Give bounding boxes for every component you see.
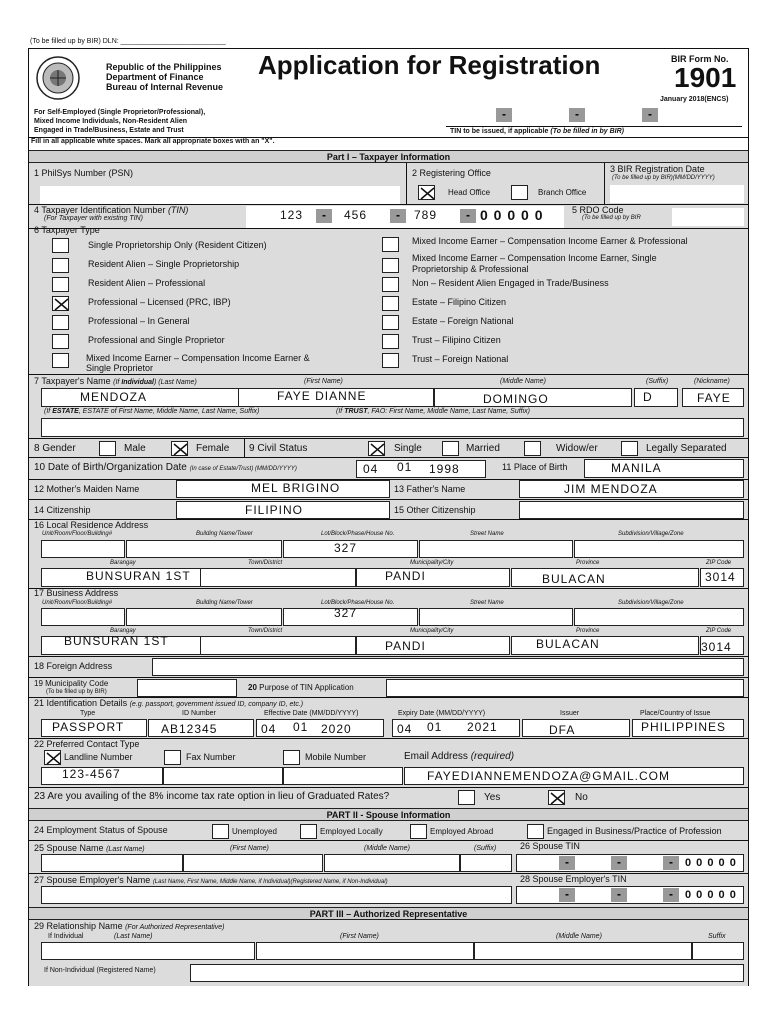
psn-input[interactable] <box>40 186 400 204</box>
employed-abroad-checkbox[interactable] <box>410 824 427 839</box>
type-checkbox-6[interactable] <box>52 334 69 349</box>
spouse-employer-label: 27 Spouse Employer's Name (Last Name, First Name, Middle Name, if Individual)(Registered Name, if Non-Individual) <box>34 875 388 885</box>
tin-part-1: 123 <box>280 208 304 222</box>
bus-city-field[interactable] <box>356 636 510 655</box>
other-citizenship-field[interactable] <box>519 501 744 519</box>
employed-abroad-label: Employed Abroad <box>430 827 494 836</box>
dob-year: 1998 <box>429 462 460 476</box>
mother-value: MEL BRIGINO <box>251 481 341 495</box>
bus-subdivision-field[interactable] <box>574 608 744 626</box>
last-name-value: MENDOZA <box>80 390 147 404</box>
tin-part-3: 789 <box>414 208 438 222</box>
rdo-note: (To be filled up by BIR <box>582 215 641 221</box>
foreign-address-field[interactable] <box>152 658 744 676</box>
q23-yes-label: Yes <box>484 792 501 803</box>
if-individual-caption: If Individual <box>48 933 84 940</box>
local-unit-field[interactable] <box>41 540 125 558</box>
first-name-caption: (First Name) <box>304 378 343 385</box>
municipality-code-field[interactable] <box>137 679 237 697</box>
local-barangay-field[interactable] <box>41 568 201 587</box>
bus-col-lot: Lot/Block/Phase/House No. <box>321 600 395 606</box>
psn-label: 1 PhilSys Number (PSN) <box>34 168 134 178</box>
id-col-place: Place/Country of Issue <box>640 710 711 717</box>
father-field[interactable] <box>519 480 744 498</box>
rep-registered-name-field[interactable] <box>190 964 744 982</box>
spouse-middle-field[interactable] <box>324 854 460 872</box>
type-label-r2b: Proprietorship & Professional <box>412 264 529 274</box>
id-details-label: 21 Identification Details (e.g. passport, government issued ID, company ID, etc.) <box>34 698 304 708</box>
form-date: January 2018(ENCS) <box>660 96 729 103</box>
bus-lot-value: 327 <box>334 606 358 620</box>
type-checkbox-r5[interactable] <box>382 315 399 330</box>
type-checkbox-7[interactable] <box>52 353 69 368</box>
relationship-label: 29 Relationship Name (For Authorized Representative) <box>34 921 225 931</box>
business-label: Engaged in Business/Practice of Profession <box>547 826 722 836</box>
spouse-employer-tin-branch: 0 0 0 0 0 <box>685 889 737 901</box>
bus-zip-value: 3014 <box>701 640 732 654</box>
father-label: 13 Father's Name <box>394 484 466 494</box>
unemployed-label: Unemployed <box>232 827 277 836</box>
middle-name-field[interactable] <box>434 388 632 407</box>
municipality-code-note: (To be filled up by BIR) <box>46 689 107 695</box>
estate-note: (If ESTATE, ESTATE of First Name, Middle Name, Last Name, Suffix) <box>44 408 260 415</box>
type-checkbox-4-checked[interactable] <box>52 296 69 311</box>
q23-yes-checkbox[interactable] <box>458 790 475 805</box>
spouse-employer-field[interactable] <box>41 886 512 904</box>
rdo-label: 5 RDO Code <box>572 205 624 215</box>
dob-field[interactable] <box>356 460 486 478</box>
spouse-first-field[interactable] <box>183 854 323 872</box>
q23-label: 23 Are you availing of the 8% income tax rate option in lieu of Graduated Rates? <box>34 791 390 802</box>
widower-label: Widow/er <box>556 443 598 454</box>
bus-street-field[interactable] <box>419 608 573 626</box>
nickname-caption: (Nickname) <box>694 378 730 385</box>
other-citizenship-label: 15 Other Citizenship <box>394 505 476 515</box>
bus-col-province: Province <box>576 628 600 634</box>
branch-office-label: Branch Office <box>538 188 587 197</box>
municipality-code-label: 19 Municipality Code <box>34 679 109 688</box>
local-address-label: 16 Local Residence Address <box>34 520 149 530</box>
non-individual-caption: If Non-Individual (Registered Name) <box>44 967 156 974</box>
local-col-unit: Unit/Room/Floor/Building# <box>42 531 113 537</box>
bus-col-city: Municipality/City <box>410 628 454 634</box>
bus-unit-field[interactable] <box>41 608 125 626</box>
type-checkbox-r4[interactable] <box>382 296 399 311</box>
id-expiry-month: 04 <box>397 722 413 736</box>
local-zip-value: 3014 <box>705 570 736 584</box>
id-issuer-field[interactable] <box>522 719 630 737</box>
dob-label: 10 Date of Birth/Organization Date (In case of Estate/Trust) (MM/DD/YYYY) <box>34 462 297 473</box>
bus-province-field[interactable] <box>511 636 699 655</box>
name-label: 7 Taxpayer's Name (If Individual) (Last Name) <box>34 376 197 386</box>
dln-line: (To be filled up by BIR) DLN: ___________________________ <box>30 38 226 45</box>
local-col-town: Town/District <box>248 560 283 566</box>
q23-no-checkbox[interactable] <box>548 790 565 805</box>
dob-day: 01 <box>397 460 413 474</box>
local-col-province: Province <box>576 560 600 566</box>
email-label: Email Address (required) <box>404 751 515 762</box>
spouse-first-caption: (First Name) <box>230 845 269 852</box>
spouse-last-field[interactable] <box>41 854 183 872</box>
bus-col-town: Town/District <box>248 628 283 634</box>
bus-col-subdivision: Subdivision/Village/Zone <box>618 600 684 606</box>
local-col-city: Municipality/City <box>410 560 454 566</box>
spouse-middle-caption: (Middle Name) <box>364 845 410 852</box>
local-col-barangay: Barangay <box>110 560 136 566</box>
id-effective-day: 01 <box>293 720 309 734</box>
type-label-3: Resident Alien – Professional <box>88 278 206 288</box>
spouse-tin-label: 26 Spouse TIN <box>520 841 580 851</box>
middle-name-value: DOMINGO <box>483 392 549 406</box>
local-province-field[interactable] <box>511 568 699 587</box>
bus-barangay-field[interactable] <box>41 636 201 655</box>
form-number: 1901 <box>674 62 737 93</box>
type-label-r3: Non – Resident Alien Engaged in Trade/Business <box>412 278 609 288</box>
rep-middle-caption: (Middle Name) <box>556 933 602 940</box>
instruction-text: Fill in all applicable white spaces. Mark all appropriate boxes with an "X". <box>31 138 275 145</box>
email-value: FAYEDIANNEMENDOZA@GMAIL.COM <box>427 769 670 783</box>
fax-label: Fax Number <box>186 752 236 762</box>
applicant-line-3: Engaged in Trade/Business, Estate and Trust <box>34 127 184 134</box>
local-col-building: Building Name/Tower <box>196 531 253 537</box>
nickname-field[interactable] <box>682 388 744 407</box>
suffix-caption: (Suffix) <box>646 378 669 385</box>
bus-city-value: PANDI <box>385 639 426 653</box>
mother-label: 12 Mother's Maiden Name <box>34 484 140 494</box>
nickname-value: FAYE <box>697 391 731 405</box>
rep-first-caption: (First Name) <box>340 933 379 940</box>
local-city-value: PANDI <box>385 569 426 583</box>
republic-text: Republic of the Philippines <box>106 62 222 72</box>
type-label-r4: Estate – Filipino Citizen <box>412 297 507 307</box>
id-number-value: AB12345 <box>161 722 218 736</box>
last-name-field[interactable] <box>41 388 239 407</box>
spouse-employer-tin-field[interactable]: - - - 0 0 0 0 0 <box>516 886 744 904</box>
tin-to-issue-boxes: - - - <box>446 106 742 127</box>
type-checkbox-r3[interactable] <box>382 277 399 292</box>
married-label: Married <box>466 443 500 454</box>
pob-label: 11 Place of Birth <box>502 462 568 472</box>
id-col-issuer: Issuer <box>560 710 580 717</box>
local-col-zip: ZIP Code <box>706 560 732 566</box>
local-barangay-value: BUNSURAN 1ST <box>86 569 191 583</box>
foreign-address-label: 18 Foreign Address <box>34 661 113 671</box>
married-checkbox[interactable] <box>442 441 459 456</box>
single-label: Single <box>394 443 422 454</box>
id-number-field[interactable] <box>148 719 254 737</box>
bus-province-value: BULACAN <box>536 637 600 651</box>
type-label-5: Professional – In General <box>88 316 190 326</box>
registration-date-label: 3 BIR Registration Date <box>610 164 705 174</box>
mobile-label: Mobile Number <box>305 752 367 762</box>
department-text: Department of Finance <box>106 72 204 82</box>
business-address-label: 17 Business Address <box>34 588 119 598</box>
local-zip-field[interactable] <box>700 568 744 587</box>
part1-header: Part I – Taxpayer Information <box>29 150 748 163</box>
q23-no-label: No <box>575 792 588 803</box>
business-checkbox[interactable] <box>527 824 544 839</box>
male-label: Male <box>124 443 146 454</box>
type-label-7b: Single Proprietor <box>86 363 154 373</box>
part2-header: PART II - Spouse Information <box>29 808 748 821</box>
purpose-field[interactable] <box>386 679 744 697</box>
bus-col-barangay: Barangay <box>110 628 136 634</box>
rep-last-caption: (Last Name) <box>114 933 153 940</box>
landline-field[interactable] <box>41 767 163 785</box>
widower-checkbox[interactable] <box>524 441 541 456</box>
id-place-field[interactable] <box>632 719 744 737</box>
type-label-r1: Mixed Income Earner – Compensation Income Earner & Professional <box>412 236 688 246</box>
bus-barangay-value: BUNSURAN 1ST <box>64 634 169 648</box>
id-type-field[interactable] <box>41 719 147 737</box>
type-label-4: Professional – Licensed (PRC, IBP) <box>88 297 231 307</box>
bus-col-street: Street Name <box>470 600 504 606</box>
father-value: JIM MENDOZA <box>564 482 658 496</box>
fax-checkbox[interactable] <box>164 750 181 765</box>
rep-suffix-field[interactable] <box>692 942 744 960</box>
local-street-field[interactable] <box>419 540 573 558</box>
type-checkbox-3[interactable] <box>52 277 69 292</box>
part3-header: PART III – Authorized Representative <box>29 907 748 920</box>
mobile-field[interactable] <box>283 767 403 785</box>
mother-field[interactable] <box>176 480 390 498</box>
fax-field[interactable] <box>163 767 283 785</box>
spouse-name-label: 25 Spouse Name (Last Name) <box>34 843 145 853</box>
applicant-line-2: Mixed Income Individuals, Non-Resident Alien <box>34 118 187 125</box>
local-building-field[interactable] <box>126 540 282 558</box>
id-effective-month: 04 <box>261 722 277 736</box>
male-checkbox[interactable] <box>99 441 116 456</box>
local-lot-value: 327 <box>334 541 358 555</box>
spouse-employment-label: 24 Employment Status of Spouse <box>34 825 168 835</box>
type-label-1: Single Proprietorship Only (Resident Citizen) <box>88 240 267 250</box>
first-name-field[interactable] <box>238 388 434 407</box>
local-col-subdivision: Subdivision/Village/Zone <box>618 531 684 537</box>
local-city-field[interactable] <box>356 568 510 587</box>
id-expiry-year: 2021 <box>467 720 498 734</box>
type-label-r5: Estate – Foreign National <box>412 316 514 326</box>
bus-col-building: Building Name/Tower <box>196 600 253 606</box>
unemployed-checkbox[interactable] <box>212 824 229 839</box>
first-name-value: FAYE DIANNE <box>277 389 367 403</box>
tin-label: 4 Taxpayer Identification Number (TIN) <box>34 205 189 215</box>
bir-seal-icon <box>36 56 80 100</box>
id-col-type: Type <box>80 710 96 717</box>
registering-office-label: 2 Registering Office <box>412 168 491 178</box>
bureau-text: Bureau of Internal Revenue <box>106 82 224 92</box>
middle-name-caption: (Middle Name) <box>500 378 546 385</box>
id-col-effective: Effective Date (MM/DD/YYYY) <box>264 710 359 717</box>
type-checkbox-r6[interactable] <box>382 334 399 349</box>
local-town-field[interactable] <box>200 568 356 587</box>
civil-status-label: 9 Civil Status <box>249 443 308 454</box>
id-effective-year: 2020 <box>321 722 352 736</box>
citizenship-value: FILIPINO <box>245 503 304 517</box>
tin-part-2: 456 <box>344 208 368 222</box>
separated-label: Legally Separated <box>646 443 727 454</box>
local-province-value: BULACAN <box>542 572 606 586</box>
bus-building-field[interactable] <box>126 608 282 626</box>
pob-value: MANILA <box>611 461 662 475</box>
type-label-r7: Trust – Foreign National <box>412 354 509 364</box>
citizenship-label: 14 Citizenship <box>34 505 91 515</box>
spouse-tin-branch: 0 0 0 0 0 <box>685 857 737 869</box>
bus-col-unit: Unit/Room/Floor/Building# <box>42 600 113 606</box>
employed-locally-checkbox[interactable] <box>300 824 317 839</box>
rep-middle-field[interactable] <box>474 942 692 960</box>
type-label-6: Professional and Single Proprietor <box>88 335 225 345</box>
bus-town-field[interactable] <box>200 636 356 655</box>
type-label-r6: Trust – Filipino Citizen <box>412 335 501 345</box>
gender-label: 8 Gender <box>34 443 76 454</box>
pob-field[interactable] <box>584 459 744 478</box>
form-label: BIR Form No. <box>671 54 729 64</box>
bus-lot-field[interactable] <box>283 608 418 626</box>
type-checkbox-2[interactable] <box>52 258 69 273</box>
rdo-input[interactable] <box>672 208 744 226</box>
type-checkbox-r7[interactable] <box>382 353 399 368</box>
type-checkbox-1[interactable] <box>52 238 69 253</box>
head-office-label: Head Office <box>448 188 491 197</box>
type-checkbox-r2[interactable] <box>382 258 399 273</box>
contact-label: 22 Preferred Contact Type <box>34 739 140 749</box>
rep-suffix-caption: Suffix <box>708 933 726 940</box>
type-checkbox-5[interactable] <box>52 315 69 330</box>
tin-issued-note: TIN to be issued, if applicable (To be filled in by BIR) <box>450 128 625 135</box>
estate-trust-name-field[interactable] <box>41 418 744 437</box>
spouse-employer-tin-label: 28 Spouse Employer's TIN <box>520 874 627 884</box>
dob-month: 04 <box>363 462 379 476</box>
tin-branch-code: 0 0 0 0 0 <box>480 207 544 223</box>
landline-checkbox[interactable] <box>44 750 61 765</box>
rep-first-field[interactable] <box>256 942 474 960</box>
landline-value: 123-4567 <box>62 767 121 781</box>
employed-locally-label: Employed Locally <box>320 827 383 836</box>
female-label: Female <box>196 443 230 454</box>
suffix-field[interactable] <box>634 388 678 407</box>
type-label-r2a: Mixed Income Earner – Compensation Income Earner, Single <box>412 253 657 263</box>
id-expiry-field[interactable] <box>392 719 520 737</box>
single-checkbox[interactable] <box>368 441 385 456</box>
email-field[interactable] <box>404 767 744 785</box>
spouse-suffix-caption: (Suffix) <box>474 845 497 852</box>
applicant-line-1: For Self-Employed (Single Proprietor/Professional), <box>34 109 206 116</box>
id-place-value: PHILIPPINES <box>641 720 727 734</box>
type-checkbox-r1[interactable] <box>382 237 399 252</box>
id-col-expiry: Expiry Date (MM/DD/YYYY) <box>398 710 486 717</box>
bus-zip-field[interactable] <box>700 636 744 655</box>
id-issuer-value: DFA <box>549 723 576 737</box>
id-type-value: PASSPORT <box>52 720 125 734</box>
bus-col-zip: ZIP Code <box>706 628 732 634</box>
spouse-suffix-field[interactable] <box>460 854 512 872</box>
purpose-label: 20 Purpose of TIN Application <box>248 683 354 692</box>
landline-label: Landline Number <box>64 752 133 762</box>
branch-office-checkbox[interactable] <box>511 185 528 200</box>
type-label-2: Resident Alien – Single Proprietorship <box>88 259 240 269</box>
citizenship-field[interactable] <box>176 501 390 519</box>
trust-note: (If TRUST, FAO: First Name, Middle Name, Last Name, Suffix) <box>336 408 530 415</box>
registration-date-input[interactable] <box>610 185 744 203</box>
id-col-number: ID Number <box>182 710 216 717</box>
form-title: Application for Registration <box>258 50 601 80</box>
separated-checkbox[interactable] <box>621 441 638 456</box>
female-checkbox[interactable] <box>171 441 188 456</box>
type-label-7a: Mixed Income Earner – Compensation Income Earner & <box>86 353 310 363</box>
id-expiry-day: 01 <box>427 720 443 734</box>
taxpayer-type-label: 6 Taxpayer Type <box>34 225 100 235</box>
local-lot-field[interactable] <box>283 540 418 558</box>
spouse-tin-field[interactable]: - - - 0 0 0 0 0 <box>516 854 744 872</box>
local-col-lot: Lot/Block/Phase/House No. <box>321 531 395 537</box>
tin-note: (For Taxpayer with existing TIN) <box>44 215 143 222</box>
head-office-checkbox[interactable] <box>418 185 435 200</box>
local-subdivision-field[interactable] <box>574 540 744 558</box>
suffix-value: D <box>643 390 653 404</box>
registration-date-note: (To be filled up by BIR)(MM/DD/YYYY) <box>612 175 715 181</box>
local-col-street: Street Name <box>470 531 504 537</box>
rep-last-field[interactable] <box>41 942 255 960</box>
id-effective-field[interactable] <box>256 719 384 737</box>
mobile-checkbox[interactable] <box>283 750 300 765</box>
